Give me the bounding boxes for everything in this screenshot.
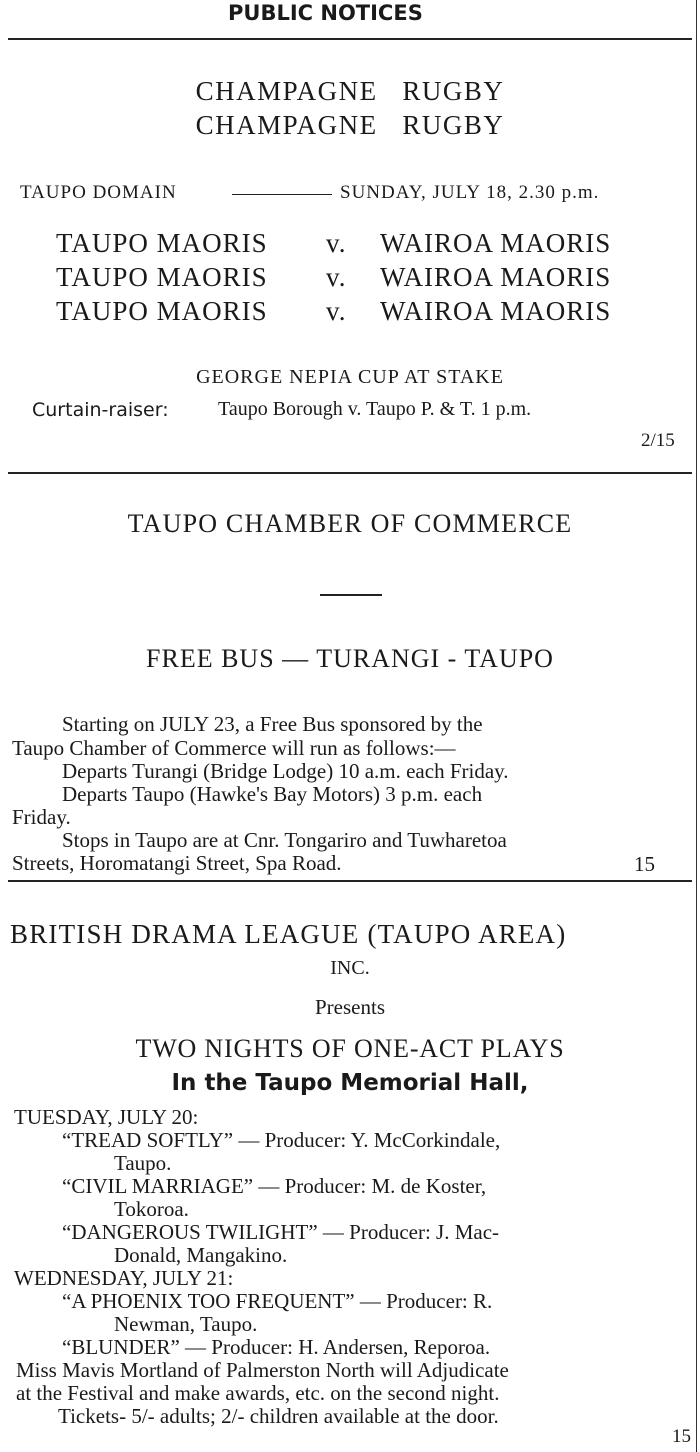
play-line: “A PHOENIX TOO FREQUENT” — Producer: R. xyxy=(62,1289,493,1313)
curtain-text: Taupo Borough v. Taupo P. & T. 1 p.m. xyxy=(218,398,532,420)
play-line: “TREAD SOFTLY” — Producer: Y. McCorkindale, xyxy=(62,1128,501,1152)
chamber-ref: 15 xyxy=(634,852,655,876)
bus-text-line: Departs Taupo (Hawke's Bay Motors) 3 p.m. each xyxy=(62,782,483,806)
play-line-cont: Taupo. xyxy=(114,1151,172,1175)
match-vs: v. xyxy=(326,228,347,258)
column-rule xyxy=(696,0,697,1452)
divider xyxy=(8,472,692,474)
bus-text-line: Departs Turangi (Bridge Lodge) 10 a.m. each Friday. xyxy=(62,759,509,783)
drama-venue: In the Taupo Memorial Hall, xyxy=(171,1070,529,1096)
adjudicator-line: at the Festival and make awards, etc. on the second night. xyxy=(16,1381,500,1405)
bus-text-line: Stops in Taupo are at Cnr. Tongariro and Tuwharetoa xyxy=(62,828,507,852)
adjudicator-line: Miss Mavis Mortland of Palmerston North will Adjudicate xyxy=(16,1358,509,1382)
play-line-cont: Tokoroa. xyxy=(114,1197,189,1221)
rugby-ref: 2/15 xyxy=(641,430,675,451)
venue-dash xyxy=(232,194,332,195)
tickets-line: Tickets- 5/- adults; 2/- children available at the door. xyxy=(58,1404,499,1428)
bus-text-line: Taupo Chamber of Commerce will run as follows:— xyxy=(12,736,456,760)
drama-title: BRITISH DRAMA LEAGUE (TAUPO AREA) xyxy=(10,919,567,949)
drama-headline: TWO NIGHTS OF ONE-ACT PLAYS xyxy=(135,1034,565,1063)
match-away: WAIROA MAORIS xyxy=(380,262,612,292)
curtain-label: Curtain-raiser: xyxy=(32,399,169,421)
bus-text-line: Starting on JULY 23, a Free Bus sponsored by the xyxy=(62,712,483,736)
drama-presents: Presents xyxy=(315,995,385,1019)
bus-text-line: Friday. xyxy=(12,805,71,829)
match-home: TAUPO MAORIS xyxy=(56,262,268,292)
divider xyxy=(8,880,692,882)
short-rule xyxy=(320,594,382,596)
header-divider xyxy=(8,38,692,40)
match-vs: v. xyxy=(326,262,347,292)
drama-ref: 15 xyxy=(672,1426,691,1447)
section-header: PUBLIC NOTICES xyxy=(228,1,423,25)
chamber-title: TAUPO CHAMBER OF COMMERCE xyxy=(127,509,573,538)
match-away: WAIROA MAORIS xyxy=(380,296,612,326)
bus-title: FREE BUS — TURANGI - TAUPO xyxy=(146,644,554,673)
play-line: “CIVIL MARRIAGE” — Producer: M. de Koster, xyxy=(62,1174,487,1198)
drama-inc: INC. xyxy=(330,957,370,979)
match-vs: v. xyxy=(326,296,347,326)
rugby-title-1: CHAMPAGNE RUGBY xyxy=(195,76,505,106)
play-line-cont: Donald, Mangakino. xyxy=(114,1243,288,1267)
day-heading: TUESDAY, JULY 20: xyxy=(14,1105,199,1129)
play-line: “DANGEROUS TWILIGHT” — Producer: J. Mac- xyxy=(62,1220,500,1244)
play-line-cont: Newman, Taupo. xyxy=(114,1312,258,1336)
match-home: TAUPO MAORIS xyxy=(56,228,268,258)
match-away: WAIROA MAORIS xyxy=(380,228,612,258)
rugby-title-2: CHAMPAGNE RUGBY xyxy=(195,110,505,140)
cup-line: GEORGE NEPIA CUP AT STAKE xyxy=(196,366,504,388)
rugby-venue: TAUPO DOMAIN xyxy=(20,182,177,203)
play-line: “BLUNDER” — Producer: H. Andersen, Reporoa. xyxy=(62,1335,491,1359)
day-heading: WEDNESDAY, JULY 21: xyxy=(14,1266,234,1290)
bus-text-line: Streets, Horomatangi Street, Spa Road. xyxy=(12,851,342,875)
match-home: TAUPO MAORIS xyxy=(56,296,268,326)
rugby-datetime: SUNDAY, JULY 18, 2.30 p.m. xyxy=(340,182,600,203)
